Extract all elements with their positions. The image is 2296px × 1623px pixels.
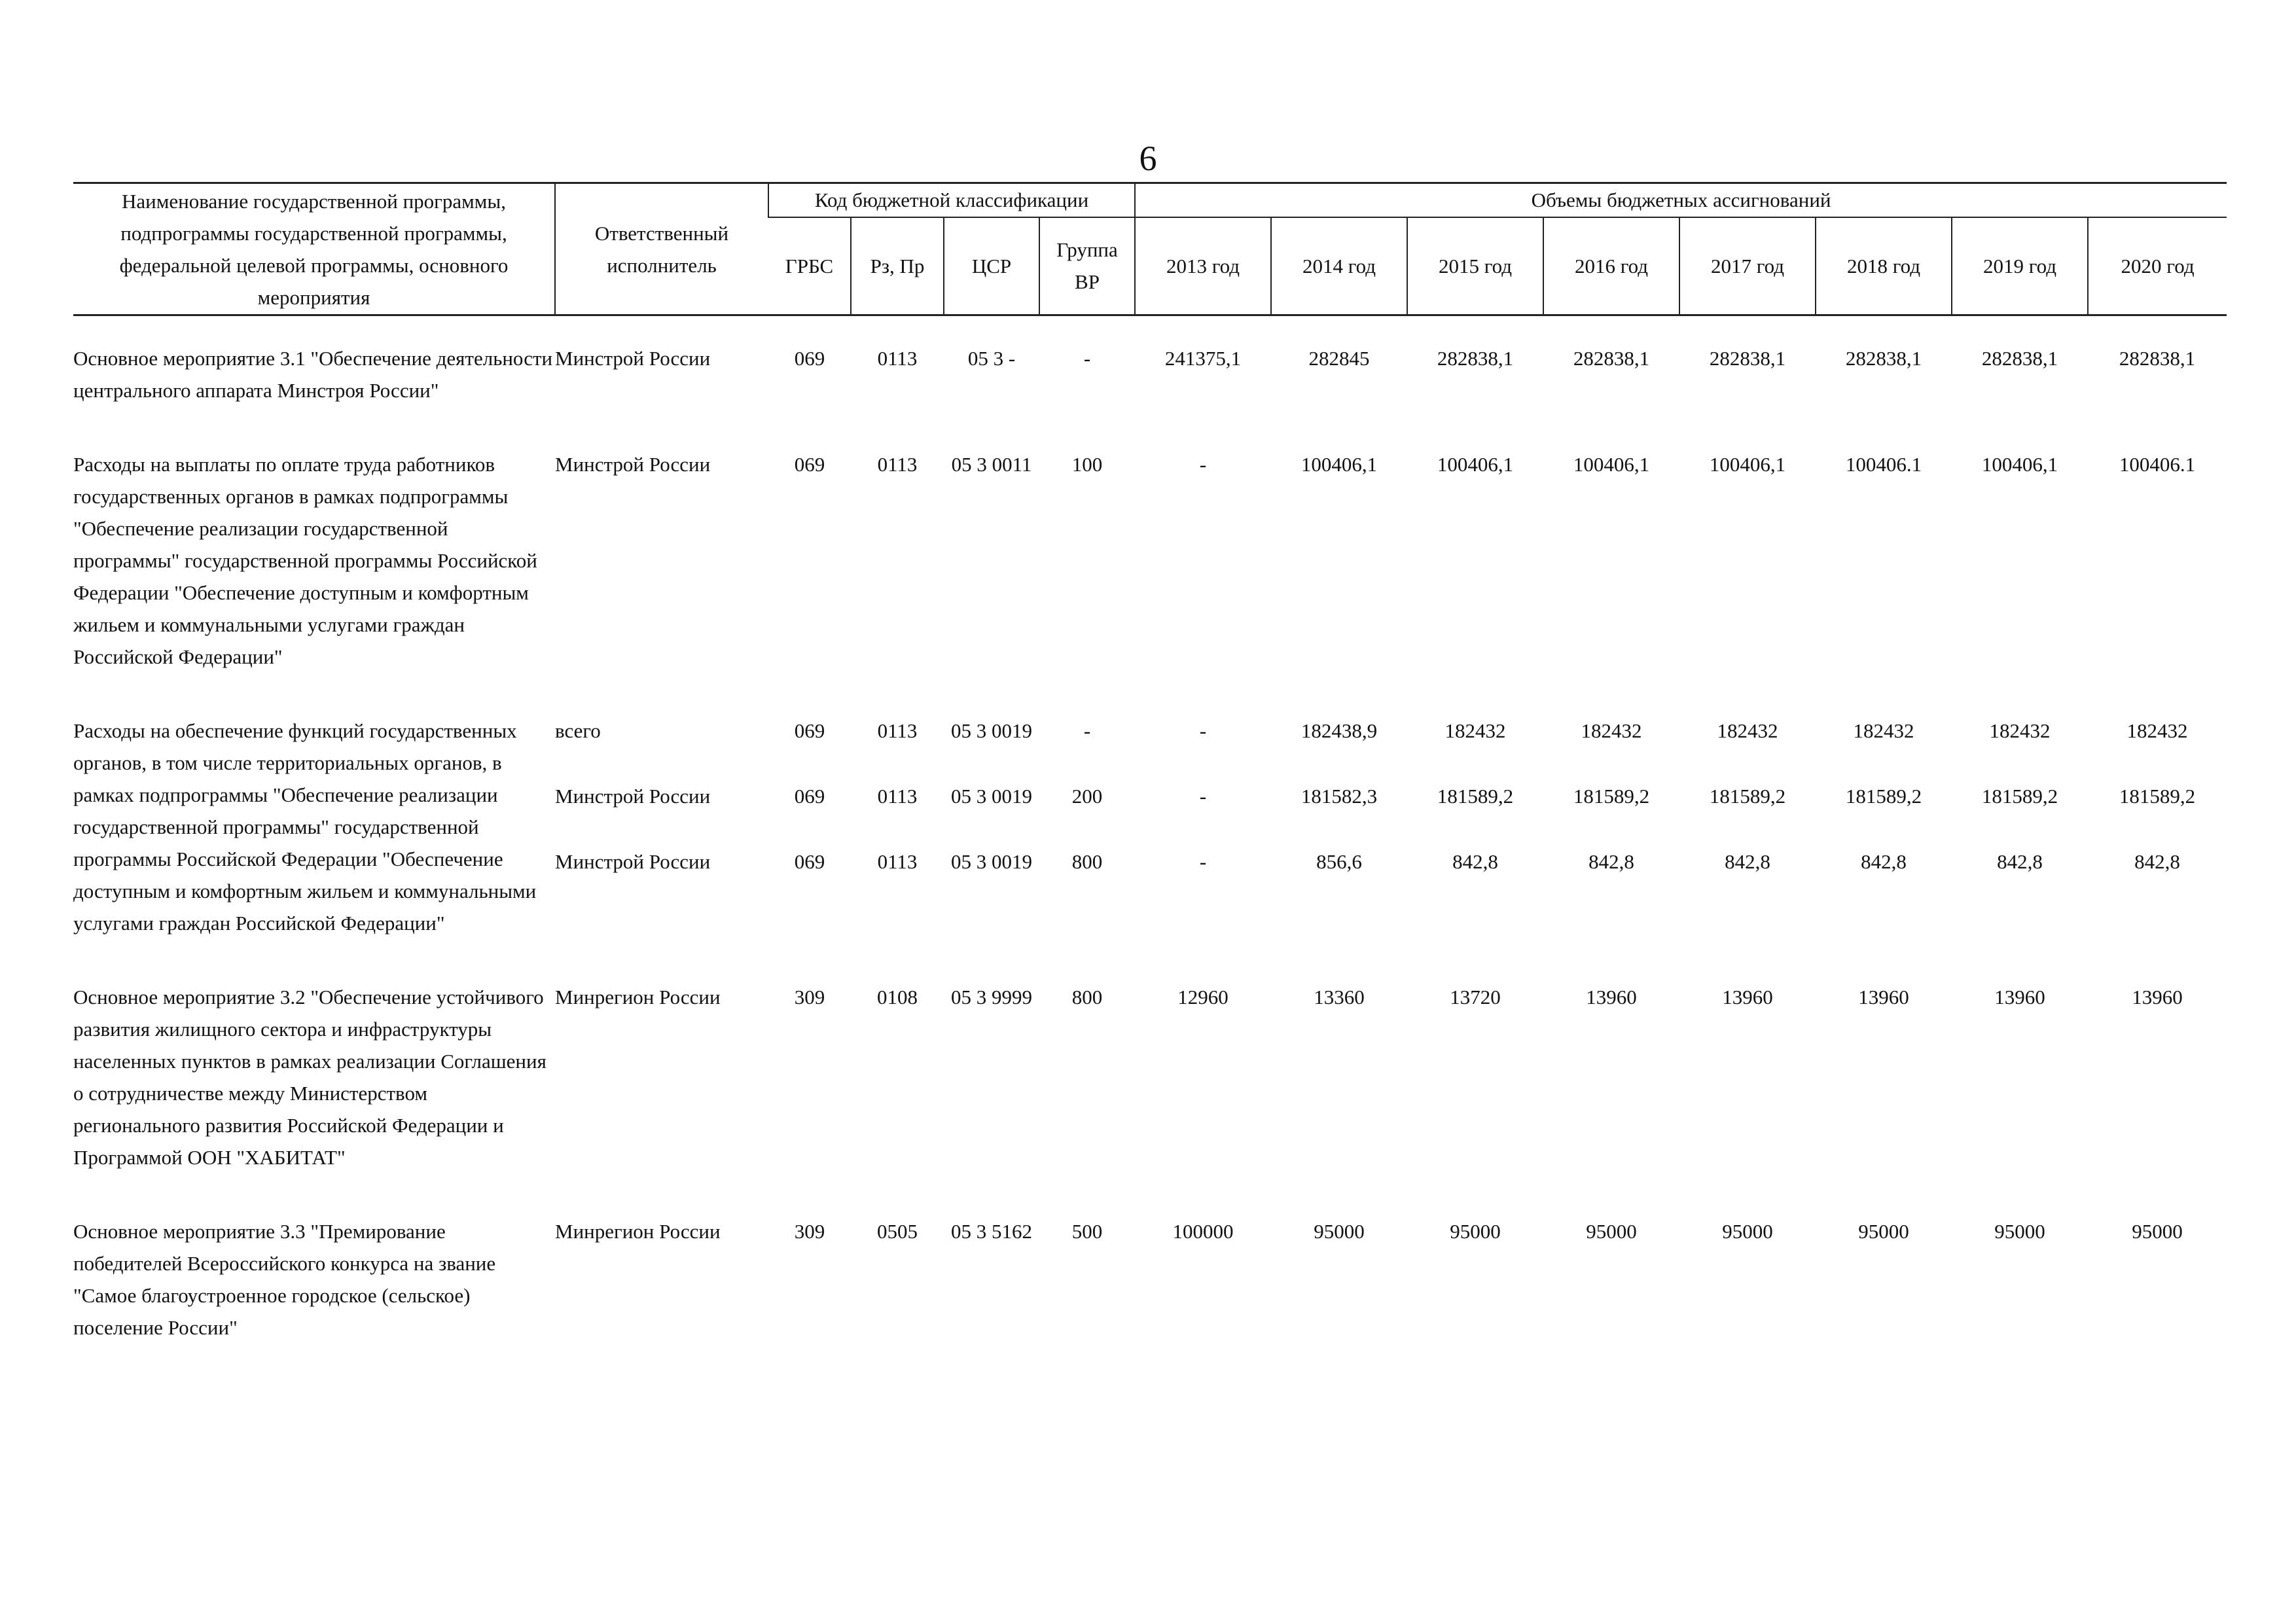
row-vr: 800 (1071, 986, 1103, 1008)
row-value-2017: 13960 (1722, 986, 1773, 1008)
line-value: 842,8 (1861, 850, 1907, 873)
row-vr: - (1083, 347, 1091, 370)
row-value-2018: 95000 (1858, 1220, 1909, 1243)
row-value-2020: 100406.1 (2119, 453, 2196, 476)
row-value-2017: 282838,1 (1709, 347, 1786, 370)
line-executor: Минстрой России (555, 785, 711, 808)
header-year-2015: 2015 год (1407, 217, 1543, 315)
line-csr: 05 3 0019 (951, 785, 1032, 808)
line-vr: - (1083, 719, 1091, 742)
header-rzpr: Рз, Пр (851, 217, 944, 315)
header-volumes-group: Объемы бюджетных ассигнований (1135, 183, 2227, 217)
row-csr: 05 3 9999 (951, 986, 1032, 1008)
row-value-2018: 282838,1 (1845, 347, 1922, 370)
row-value-2018: 100406.1 (1845, 453, 1922, 476)
header-grbs: ГРБС (768, 217, 851, 315)
row-value-2018 (1816, 715, 1952, 939)
line-grbs: 069 (794, 850, 825, 873)
table-body (73, 315, 2227, 1344)
line-value: 182438,9 (1300, 719, 1378, 742)
line-value: - (1199, 850, 1207, 873)
line-rzpr: 0113 (877, 785, 918, 808)
line-grbs: 069 (794, 785, 825, 808)
line-grbs: 069 (794, 719, 825, 742)
row-value-2019: 13960 (1994, 986, 2045, 1008)
row-value-2019: 95000 (1994, 1220, 2045, 1243)
row-executor: Минстрой России (555, 347, 711, 370)
header-year-2013: 2013 год (1135, 217, 1271, 315)
row-value-2019: 100406,1 (1981, 453, 2058, 476)
header-vr: Группа ВР (1039, 217, 1135, 315)
line-value: 856,6 (1316, 850, 1362, 873)
line-value: 182432 (2126, 719, 2188, 742)
row-value-2014: 95000 (1314, 1220, 1365, 1243)
header-year-2019: 2019 год (1952, 217, 2088, 315)
row-executor (555, 715, 768, 939)
line-executor: Минстрой России (555, 850, 711, 873)
line-value: 182432 (1717, 719, 1778, 742)
line-value: 181589,2 (2119, 785, 2196, 808)
row-csr (944, 715, 1039, 939)
line-value: 181589,2 (1573, 785, 1650, 808)
row-value-2020: 13960 (2132, 986, 2183, 1008)
row-name: Основное мероприятие 3.3 "Премирование победителей Всероссийского конкурса на звание "Самое благоустроенное городское (сельское) поселение России" (73, 1220, 496, 1339)
header-year-2018: 2018 год (1816, 217, 1952, 315)
line-value: 842,8 (1452, 850, 1498, 873)
row-name: Расходы на обеспечение функций государственных органов, в том числе территориальных органов, в рамках подпрограммы "Обеспечение реализации государственной программы" государственной программы Российской Федерации "Обеспечение доступным и комфортным жильем и коммунальными услугами граждан Российской Федерации" (73, 719, 537, 935)
row-rzpr: 0113 (877, 347, 918, 370)
page-number: 6 (1139, 139, 1157, 178)
row-csr: 05 3 0011 (951, 453, 1032, 476)
row-value-2014: 282845 (1308, 347, 1370, 370)
line-value: 842,8 (1588, 850, 1634, 873)
header-year-2017: 2017 год (1679, 217, 1816, 315)
line-value: 182432 (1581, 719, 1642, 742)
table-row (73, 448, 2227, 673)
row-value-2014 (1271, 715, 1407, 939)
row-executor: Минрегион России (555, 1220, 721, 1243)
row-value-2016 (1543, 715, 1679, 939)
budget-table (73, 182, 2227, 1344)
row-value-2016: 282838,1 (1573, 347, 1650, 370)
line-value: 182432 (1853, 719, 1914, 742)
row-value-2017: 95000 (1722, 1220, 1773, 1243)
row-value-2015: 282838,1 (1437, 347, 1514, 370)
row-grbs: 069 (794, 453, 825, 476)
line-value: 842,8 (2134, 850, 2180, 873)
row-value-2015: 100406,1 (1437, 453, 1514, 476)
line-value: 181589,2 (1845, 785, 1922, 808)
header-year-2016: 2016 год (1543, 217, 1679, 315)
row-value-2018: 13960 (1858, 986, 1909, 1008)
row-value-2017 (1679, 715, 1816, 939)
line-value: 182432 (1989, 719, 2051, 742)
line-value: 182432 (1444, 719, 1506, 742)
row-value-2019 (1952, 715, 2088, 939)
line-value: - (1199, 785, 1207, 808)
line-csr: 05 3 0019 (951, 850, 1032, 873)
row-value-2020: 95000 (2132, 1220, 2183, 1243)
row-value-2019: 282838,1 (1981, 347, 2058, 370)
row-value-2020: 282838,1 (2119, 347, 2196, 370)
line-vr: 800 (1071, 850, 1103, 873)
header-csr: ЦСР (944, 217, 1039, 315)
line-value: 181589,2 (1437, 785, 1514, 808)
row-value-2014: 13360 (1314, 986, 1365, 1008)
table-row (73, 981, 2227, 1173)
row-name: Основное мероприятие 3.1 "Обеспечение деятельности центрального аппарата Минстроя России" (73, 347, 553, 402)
row-grbs: 069 (794, 347, 825, 370)
line-value: 181589,2 (1709, 785, 1786, 808)
line-executor: всего (555, 719, 601, 742)
row-value-2016: 100406,1 (1573, 453, 1650, 476)
table-header (73, 183, 2227, 315)
row-csr: 05 3 - (967, 347, 1016, 370)
row-value-2015 (1407, 715, 1543, 939)
row-rzpr: 0113 (877, 453, 918, 476)
row-vr (1039, 715, 1135, 939)
row-value-2014: 100406,1 (1300, 453, 1378, 476)
header-executor-col: Ответственный исполнитель (555, 183, 768, 315)
row-grbs (768, 715, 851, 939)
header-name-col: Наименование государственной программы, подпрограммы государственной программы, федеральной целевой программы, основного мероприятия (73, 183, 555, 315)
row-executor: Минстрой России (555, 453, 711, 476)
row-value-2017: 100406,1 (1709, 453, 1786, 476)
line-value: - (1199, 719, 1207, 742)
table-row (73, 342, 2227, 406)
table-row (73, 1215, 2227, 1344)
row-value-2015: 95000 (1450, 1220, 1501, 1243)
row-value-2016: 13960 (1586, 986, 1637, 1008)
header-year-2020: 2020 год (2088, 217, 2227, 315)
line-value: 181589,2 (1981, 785, 2058, 808)
line-vr: 200 (1071, 785, 1103, 808)
row-value-2013 (1135, 715, 1271, 939)
row-rzpr (851, 715, 944, 939)
row-vr: 500 (1071, 1220, 1103, 1243)
line-rzpr: 0113 (877, 719, 918, 742)
row-value-2013: 100000 (1172, 1220, 1234, 1243)
header-year-2014: 2014 год (1271, 217, 1407, 315)
row-value-2020 (2088, 715, 2227, 939)
row-grbs: 309 (794, 986, 825, 1008)
table-row (73, 715, 2227, 939)
row-value-2015: 13720 (1450, 986, 1501, 1008)
row-value-2013: 12960 (1177, 986, 1229, 1008)
row-value-2016: 95000 (1586, 1220, 1637, 1243)
row-grbs: 309 (794, 1220, 825, 1243)
line-rzpr: 0113 (877, 850, 918, 873)
row-rzpr: 0108 (877, 986, 918, 1008)
row-value-2013: - (1199, 453, 1207, 476)
row-executor: Минрегион России (555, 986, 721, 1008)
row-rzpr: 0505 (877, 1220, 918, 1243)
line-value: 842,8 (1997, 850, 2043, 873)
line-value: 842,8 (1725, 850, 1770, 873)
row-name: Основное мероприятие 3.2 "Обеспечение устойчивого развития жилищного сектора и инфраструктуры населенных пунктов в рамках реализации Соглашения о сотрудничестве между Министерством регионального развития Российской Федерации и Программой ООН "ХАБИТАТ" (73, 986, 547, 1169)
row-vr: 100 (1071, 453, 1103, 476)
line-csr: 05 3 0019 (951, 719, 1032, 742)
header-bk-group: Код бюджетной классификации (768, 183, 1135, 217)
row-value-2013: 241375,1 (1164, 347, 1242, 370)
row-csr: 05 3 5162 (951, 1220, 1032, 1243)
line-value: 181582,3 (1300, 785, 1378, 808)
row-name: Расходы на выплаты по оплате труда работников государственных органов в рамках подпрограммы "Обеспечение реализации государственной программы" государственной программы Российской Федерации "Обеспечение доступным и комфортным жильем и коммунальными услугами граждан Российской Федерации" (73, 453, 537, 668)
